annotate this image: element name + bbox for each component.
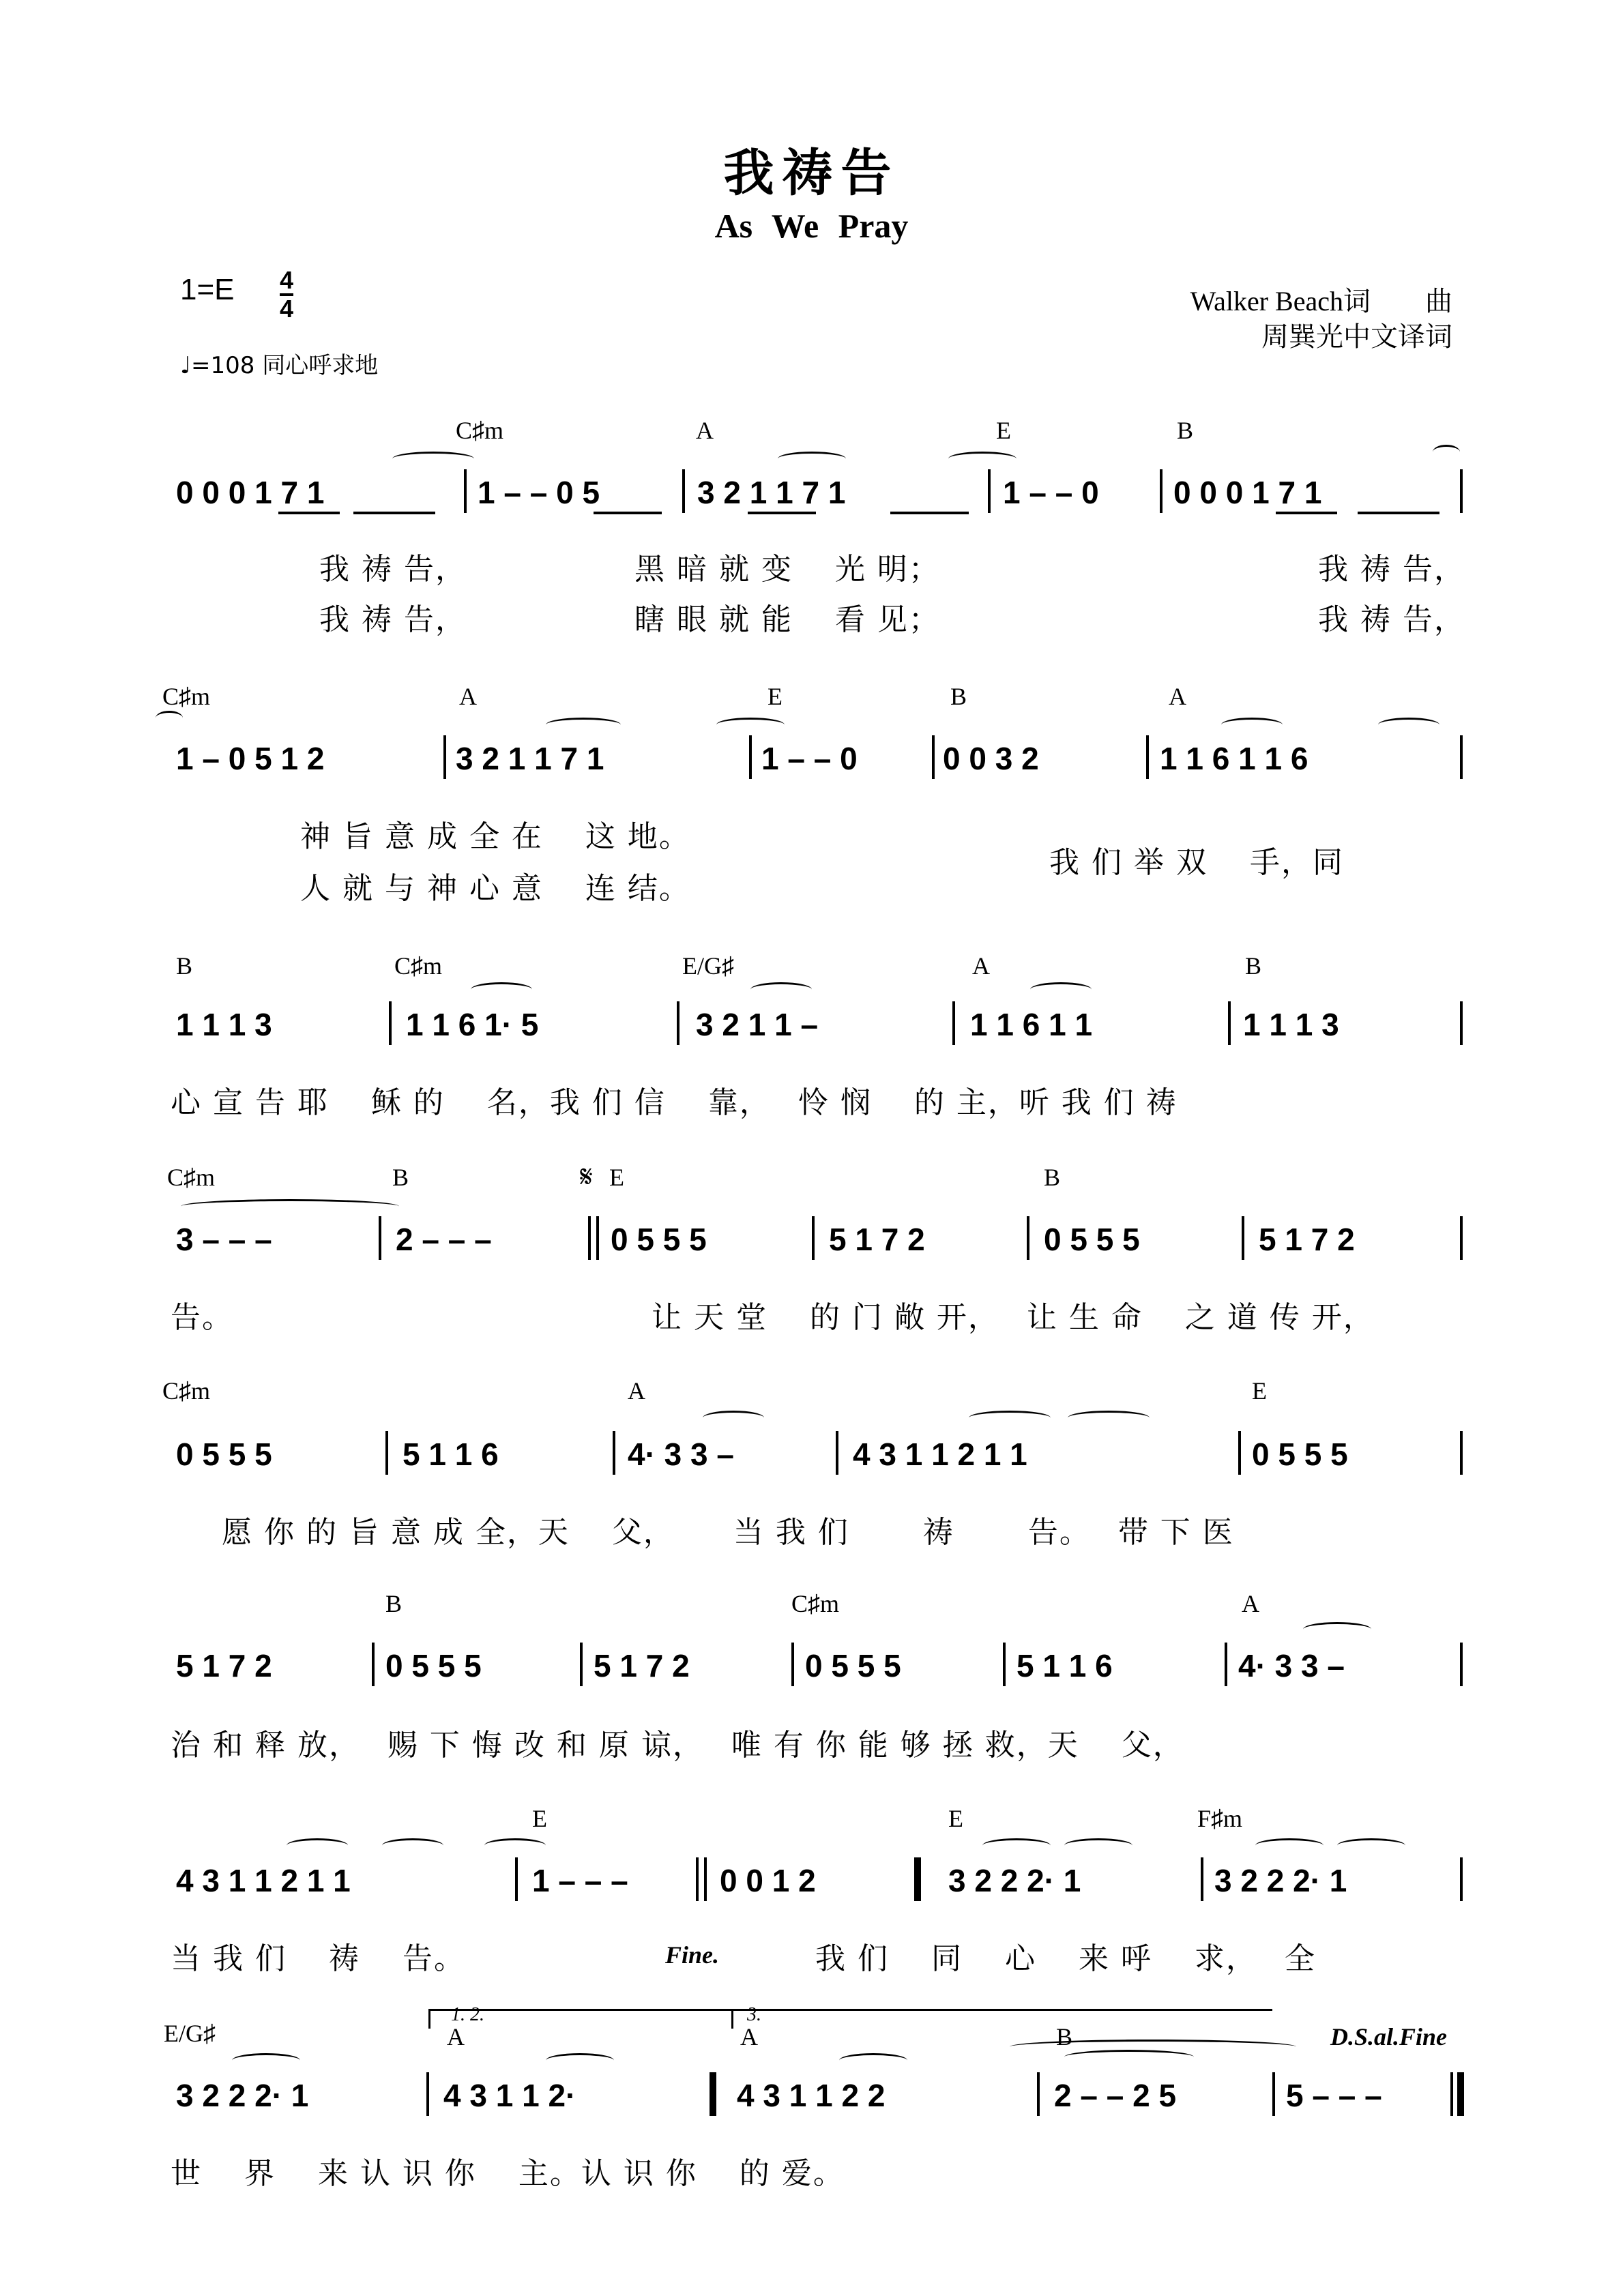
measure-notes: 3 2 2 2· 1 <box>1214 1863 1347 1898</box>
tie-slur <box>471 982 532 997</box>
chord-label: B <box>1177 417 1194 444</box>
tie-slur <box>287 1838 348 1853</box>
lyric-line-b: 我 们 同 心 来 呼 求， 全 <box>815 1941 1316 1976</box>
underline <box>890 512 969 514</box>
lyric-line: 心 宣 告 耶 稣 的 名，我 们 信 靠， 怜 悯 的 主，听 我 们 祷 <box>171 1085 1178 1120</box>
measure-notes: 1 – 0 5 1 2 <box>176 741 325 776</box>
measure-notes: 0 5 5 5 <box>1044 1222 1140 1257</box>
barline <box>836 1431 838 1475</box>
underline <box>1358 512 1439 514</box>
measure-notes: 5 1 7 2 <box>1259 1222 1355 1257</box>
tie-slur <box>1068 1411 1150 1425</box>
underline <box>278 512 340 514</box>
lyric-line-a: 当 我 们 祷 告。 <box>171 1941 465 1976</box>
time-signature-top: 4 <box>280 266 294 294</box>
lyric-refrain-lead: 我 们 举 双 手，同 <box>1049 845 1344 880</box>
measure-notes: 1 1 1 3 <box>1243 1007 1339 1042</box>
measure-notes: 2 – – 2 5 <box>1054 2078 1177 2113</box>
measure-notes: 0 0 0 1 7 1 <box>1173 475 1322 510</box>
measure-notes: 3 2 2 2· 1 <box>948 1863 1081 1898</box>
measure-notes: 5 1 1 6 <box>1017 1648 1113 1683</box>
measure-notes: 0 5 5 5 <box>805 1648 901 1683</box>
measure-notes: 0 5 5 5 <box>176 1437 272 1472</box>
lyric-verse2-a: 我 祷 告， <box>319 602 467 637</box>
chord-label: C♯m <box>162 683 211 710</box>
tie-slur <box>1433 445 1460 459</box>
tie-slur <box>703 1411 764 1425</box>
barline <box>1460 1643 1463 1686</box>
chord-label: E <box>948 1805 963 1832</box>
measure-notes: 1 1 1 3 <box>176 1007 272 1042</box>
volta-label: 1. 2. <box>451 2004 484 2025</box>
measure-notes: 3 2 1 1 7 1 <box>456 741 604 776</box>
barline <box>988 469 991 513</box>
repeat-start-barline <box>914 1857 921 1901</box>
barline <box>588 1216 591 1260</box>
barline <box>1003 1643 1006 1686</box>
tie-slur <box>156 711 183 725</box>
barline <box>682 469 685 513</box>
tie-slur <box>1255 1838 1324 1853</box>
barline <box>1160 469 1163 513</box>
barline <box>1228 1001 1231 1045</box>
chord-label: E <box>532 1805 547 1832</box>
tie-slur <box>1064 2050 1194 2064</box>
barline <box>426 2072 429 2116</box>
tie-slur <box>1378 718 1439 732</box>
translator-credit: 周巽光中文译词 <box>1261 321 1452 352</box>
lyric-verse2: 人 就 与 神 心 意 连 结。 <box>300 871 690 906</box>
barline <box>515 1857 518 1901</box>
barline <box>580 1643 583 1686</box>
repeat-end-barline <box>710 2072 716 2116</box>
measure-notes: 4· 3 3 – <box>628 1437 734 1472</box>
barline <box>1460 1001 1463 1045</box>
chord-label: A <box>1242 1590 1259 1617</box>
barline <box>1027 1216 1029 1260</box>
measure-notes: 1 – – 0 <box>1003 475 1099 510</box>
barline <box>1242 1216 1244 1260</box>
barline <box>385 1431 388 1475</box>
measure-notes: 1 1 6 1· 5 <box>406 1007 539 1042</box>
barline <box>613 1431 615 1475</box>
time-signature-bottom: 4 <box>280 295 294 323</box>
lyric-verse1-a: 我 祷 告， <box>319 552 467 587</box>
tie-slur <box>1064 1838 1132 1853</box>
barline <box>596 1216 599 1260</box>
tie-slur <box>969 1411 1051 1425</box>
chord-label: B <box>1056 2023 1073 2050</box>
barline <box>932 735 935 779</box>
lyric-verse1: 神 旨 意 成 全 在 这 地。 <box>300 819 690 854</box>
lyric-verse2-c: 我 祷 告， <box>1318 602 1465 637</box>
song-title: 我祷告 <box>723 144 900 203</box>
measure-notes: 1 1 6 1 1 <box>970 1007 1093 1042</box>
measure-notes: 1 – – – <box>532 1863 628 1898</box>
tie-slur <box>382 1838 443 1853</box>
tie-slur <box>181 1199 399 1213</box>
time-signature <box>280 267 293 322</box>
tempo-marking: ♩=108 同心呼求地 <box>180 352 379 379</box>
chord-label: E <box>609 1164 624 1191</box>
barline <box>1460 1216 1463 1260</box>
measure-notes: 5 1 7 2 <box>176 1648 272 1683</box>
chord-label: A <box>628 1377 645 1404</box>
chord-label: C♯m <box>394 952 443 980</box>
chord-label: C♯m <box>167 1164 216 1191</box>
volta-bracket-1 <box>428 2004 737 2029</box>
chord-label: C♯m <box>162 1377 211 1404</box>
barline <box>1460 1431 1463 1475</box>
tie-slur <box>1337 1838 1405 1853</box>
measure-notes: 0 5 5 5 <box>385 1648 482 1683</box>
lyric-verse1-c: 我 祷 告， <box>1318 552 1465 587</box>
volta-label: 3. <box>747 2004 761 2025</box>
barline <box>791 1643 794 1686</box>
measure-notes: 4· 3 3 – <box>1238 1648 1345 1683</box>
chord-label: B <box>950 683 967 710</box>
measure-notes: 4 3 1 1 2· <box>443 2078 576 2113</box>
underline <box>748 512 816 514</box>
segno-icon: 𝄋 <box>580 1160 593 1194</box>
tie-slur <box>778 452 846 466</box>
barline <box>389 1001 392 1045</box>
barline <box>1225 1643 1227 1686</box>
measure-notes: 3 2 1 1 7 1 <box>697 475 846 510</box>
chord-label: E/G♯ <box>164 2020 216 2047</box>
volta-bracket-3 <box>731 2004 1272 2029</box>
chord-label: C♯m <box>456 417 504 444</box>
tie-slur <box>948 452 1017 466</box>
measure-notes: 3 2 1 1 – <box>696 1007 819 1042</box>
chord-label: B <box>1044 1164 1061 1191</box>
barline <box>443 735 446 779</box>
measure-notes: 0 0 0 1 7 1 <box>176 475 325 510</box>
barline <box>1238 1431 1241 1475</box>
underline <box>594 512 662 514</box>
chord-label: B <box>385 1590 403 1617</box>
tie-slur <box>1030 982 1092 997</box>
tie-slur <box>484 1838 546 1853</box>
ds-al-fine-marking: D.S.al.Fine <box>1330 2023 1448 2050</box>
lyric-verse2-b: 瞎 眼 就 能 看 见； <box>634 602 940 637</box>
fine-marking: Fine. <box>665 1941 720 1969</box>
song-subtitle: As We Pray <box>714 207 909 245</box>
lyric-line-a: 告。 <box>171 1300 233 1335</box>
tie-slur <box>546 2053 614 2067</box>
measure-notes: 1 – – 0 <box>761 741 858 776</box>
measure-notes: 4 3 1 1 2 1 1 <box>176 1863 351 1898</box>
tie-slur <box>1303 1622 1371 1636</box>
barline <box>812 1216 815 1260</box>
chord-label: A <box>740 2023 758 2050</box>
chord-label: B <box>176 952 193 980</box>
key-signature: 1=E <box>180 273 235 306</box>
chord-label: A <box>459 683 477 710</box>
measure-notes: 4 3 1 1 2 1 1 <box>853 1437 1027 1472</box>
measure-notes: 5 1 7 2 <box>594 1648 690 1683</box>
chord-label: B <box>1245 952 1262 980</box>
measure-notes: 2 – – – <box>396 1222 492 1257</box>
barline <box>1460 1857 1463 1901</box>
barline <box>677 1001 679 1045</box>
lyric-line-b: 让 天 堂 的 门 敞 开， 让 生 命 之 道 传 开， <box>652 1300 1375 1335</box>
measure-notes: 1 1 6 1 1 6 <box>1160 741 1308 776</box>
measure-notes: 3 2 2 2· 1 <box>176 2078 309 2113</box>
barline <box>704 1857 707 1901</box>
chord-label: A <box>696 417 714 444</box>
lyric-line: 世 界 来 认 识 你 主。认 识 你 的 爱。 <box>171 2156 845 2191</box>
measure-notes: 5 1 7 2 <box>829 1222 925 1257</box>
tie-slur <box>750 982 812 997</box>
measure-notes: 1 – – 0 5 <box>478 475 600 510</box>
tie-slur <box>392 452 474 466</box>
underline <box>1276 512 1337 514</box>
final-barline <box>1457 2072 1464 2116</box>
barline <box>372 1643 375 1686</box>
measure-notes: 5 1 1 6 <box>403 1437 499 1472</box>
lyric-verse1-b: 黑 暗 就 变 光 明； <box>634 552 940 587</box>
chord-label: F♯m <box>1197 1805 1243 1832</box>
chord-label: E <box>996 417 1011 444</box>
measure-notes: 0 5 5 5 <box>611 1222 707 1257</box>
barline <box>1201 1857 1203 1901</box>
measure-notes: 4 3 1 1 2 2 <box>737 2078 886 2113</box>
chord-label: A <box>972 952 990 980</box>
measure-notes: 3 – – – <box>176 1222 272 1257</box>
tie-slur <box>1221 718 1283 732</box>
lyric-line: 愿 你 的 旨 意 成 全，天 父， 当 我 们 祷 告。 带 下 医 <box>222 1515 1234 1550</box>
tie-slur <box>546 718 621 732</box>
chord-label: C♯m <box>791 1590 840 1617</box>
barline <box>1460 469 1463 513</box>
lyric-line: 治 和 释 放， 赐 下 悔 改 和 原 谅， 唯 有 你 能 够 拯 救，天 父， <box>171 1728 1184 1763</box>
barline <box>1450 2072 1453 2116</box>
chord-label: E/G♯ <box>682 952 734 980</box>
barline <box>379 1216 381 1260</box>
barline <box>952 1001 955 1045</box>
underline <box>353 512 435 514</box>
measure-notes: 5 – – – <box>1286 2078 1382 2113</box>
barline <box>464 469 467 513</box>
chord-label: A <box>1169 683 1186 710</box>
composer-credit: Walker Beach词 曲 <box>1190 286 1452 317</box>
barline <box>696 1857 699 1901</box>
measure-notes: 0 5 5 5 <box>1252 1437 1348 1472</box>
barline <box>1037 2072 1040 2116</box>
chord-label: E <box>767 683 783 710</box>
tie-slur <box>716 718 785 732</box>
chord-label: E <box>1252 1377 1267 1404</box>
chord-label: A <box>447 2023 465 2050</box>
chord-label: B <box>392 1164 409 1191</box>
measure-notes: 0 0 3 2 <box>943 741 1039 776</box>
barline <box>749 735 752 779</box>
measure-notes: 0 0 1 2 <box>720 1863 816 1898</box>
barline <box>1272 2072 1275 2116</box>
tie-slur <box>839 2053 907 2067</box>
barline <box>1146 735 1149 779</box>
tie-slur <box>982 1838 1051 1853</box>
tie-slur <box>232 2053 300 2067</box>
barline <box>1460 735 1463 779</box>
